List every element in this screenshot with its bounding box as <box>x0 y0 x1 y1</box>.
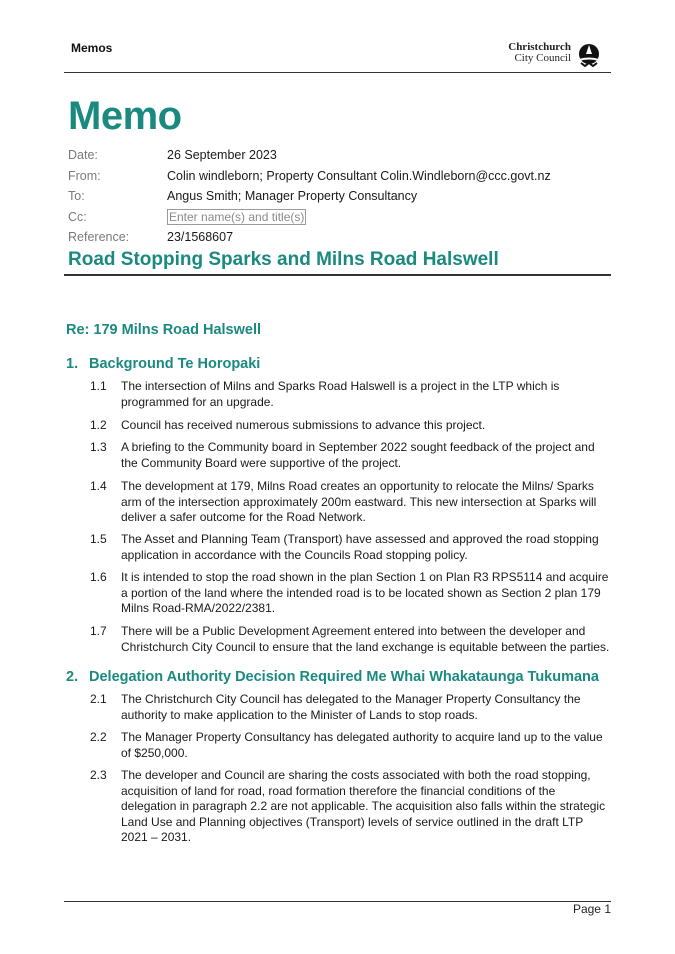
section-title: Delegation Authority Decision Required Me Whai Whakataunga Tukumana <box>89 669 599 685</box>
paragraph-text: The intersection of Milns and Sparks Road Halswell is a project in the LTP which is programmed for an upgrade. <box>121 379 560 409</box>
section-number: 2. <box>66 669 79 685</box>
meta-value: 26 September 2023 <box>167 148 277 163</box>
paragraph-text: The Manager Property Consultancy has delegated authority to acquire land up to the value of $250,000. <box>121 730 603 760</box>
paragraph-2-2 <box>90 730 610 761</box>
meta-row-cc <box>68 207 551 228</box>
paragraph-1-2 <box>90 418 610 434</box>
logo-line-1: Christchurch <box>508 41 571 53</box>
meta-value: 23/1568607 <box>167 230 234 245</box>
meta-label: Reference: <box>68 230 130 245</box>
memo-meta <box>68 145 551 248</box>
meta-label: From: <box>68 168 101 183</box>
page-title: Memo <box>68 94 182 138</box>
footer-rule <box>64 901 611 902</box>
paragraph-1-6 <box>90 570 610 617</box>
paragraph-number: 1.3 <box>90 440 107 454</box>
paragraph-number: 1.4 <box>90 479 107 493</box>
paragraph-1-1 <box>90 379 610 410</box>
meta-value: Angus Smith; Manager Property Consultancy <box>167 189 418 204</box>
section-title: Background Te Horopaki <box>89 356 261 372</box>
paragraph-text: The Christchurch City Council has delegated to the Manager Property Consultancy the authority to make application to the Minister of Lands to stop roads. <box>121 692 581 722</box>
paragraph-number: 1.7 <box>90 624 107 638</box>
paragraph-text: The development at 179, Milns Road creates an opportunity to relocate the Milns/ Sparks arm of the intersection approximately 200m eastward. This new intersection at Sparks will deliver a safer outcome for the Road Network. <box>121 479 597 524</box>
paragraph-number: 2.1 <box>90 692 107 706</box>
paragraph-text: The Asset and Planning Team (Transport) have assessed and approved the road stopping application in accordance with the Councils Road stopping policy. <box>121 532 599 562</box>
paragraph-1-5 <box>90 532 610 563</box>
logo-line-2: City Council <box>514 52 571 64</box>
meta-label: Date: <box>68 148 98 163</box>
meta-row-to <box>68 186 551 207</box>
paragraph-text: A briefing to the Community board in September 2022 sought feedback of the project and the Community Board were supportive of the project. <box>121 440 595 470</box>
meta-row-from <box>68 166 551 187</box>
paragraph-text: Council has received numerous submissions to advance this project. <box>121 418 486 432</box>
paragraph-text: The developer and Council are sharing the costs associated with both the road stopping, acquisition of land for road, road formation therefore the financial conditions of the delegation in paragraph 2.2 are not applicable. The acquisition also falls within the strategic Land Use and Planning objectives (Transport) levels of service outlined in the draft LTP 2021 – 2031. <box>121 768 606 844</box>
meta-label: To: <box>68 189 85 204</box>
paragraph-1-4 <box>90 479 610 526</box>
paragraph-number: 1.5 <box>90 532 107 546</box>
page-number: Page 1 <box>572 902 611 916</box>
meta-row-date <box>68 145 551 166</box>
paragraph-number: 1.2 <box>90 418 107 432</box>
cc-placeholder-field[interactable]: Enter name(s) and title(s) <box>169 209 305 224</box>
meta-value: Colin windleborn; Property Consultant Colin.Windleborn@ccc.govt.nz <box>167 168 551 183</box>
title-rule <box>64 274 611 276</box>
paragraph-text: There will be a Public Development Agreement entered into between the developer and Christchurch City Council to ensure that the land exchange is equitable between the parties. <box>121 624 610 654</box>
paragraph-number: 1.1 <box>90 379 107 393</box>
council-logo <box>498 42 602 68</box>
paragraph-1-7 <box>90 624 610 655</box>
paragraph-text: It is intended to stop the road shown in the plan Section 1 on Plan R3 RPS5114 and acquire a portion of the land where the intended road is to be located shown as Section 2 plan 179 Milns Road-RMA/2022/2381. <box>121 570 609 615</box>
paragraph-2-3 <box>90 768 610 846</box>
paragraph-1-3 <box>90 440 610 471</box>
section-heading-1 <box>66 356 260 372</box>
section-number: 1. <box>66 356 79 372</box>
council-emblem-icon <box>576 42 602 68</box>
document-title: Road Stopping Sparks and Milns Road Halswell <box>68 249 499 270</box>
meta-label: Cc: <box>68 209 87 224</box>
section-heading-2 <box>66 669 599 685</box>
header-rule <box>64 72 611 73</box>
header-label: Memos <box>71 41 113 55</box>
meta-row-reference <box>68 227 551 248</box>
paragraph-number: 1.6 <box>90 570 107 584</box>
paragraph-number: 2.2 <box>90 730 107 744</box>
paragraph-2-1 <box>90 692 610 723</box>
paragraph-number: 2.3 <box>90 768 107 782</box>
re-line: Re: 179 Milns Road Halswell <box>66 322 262 338</box>
